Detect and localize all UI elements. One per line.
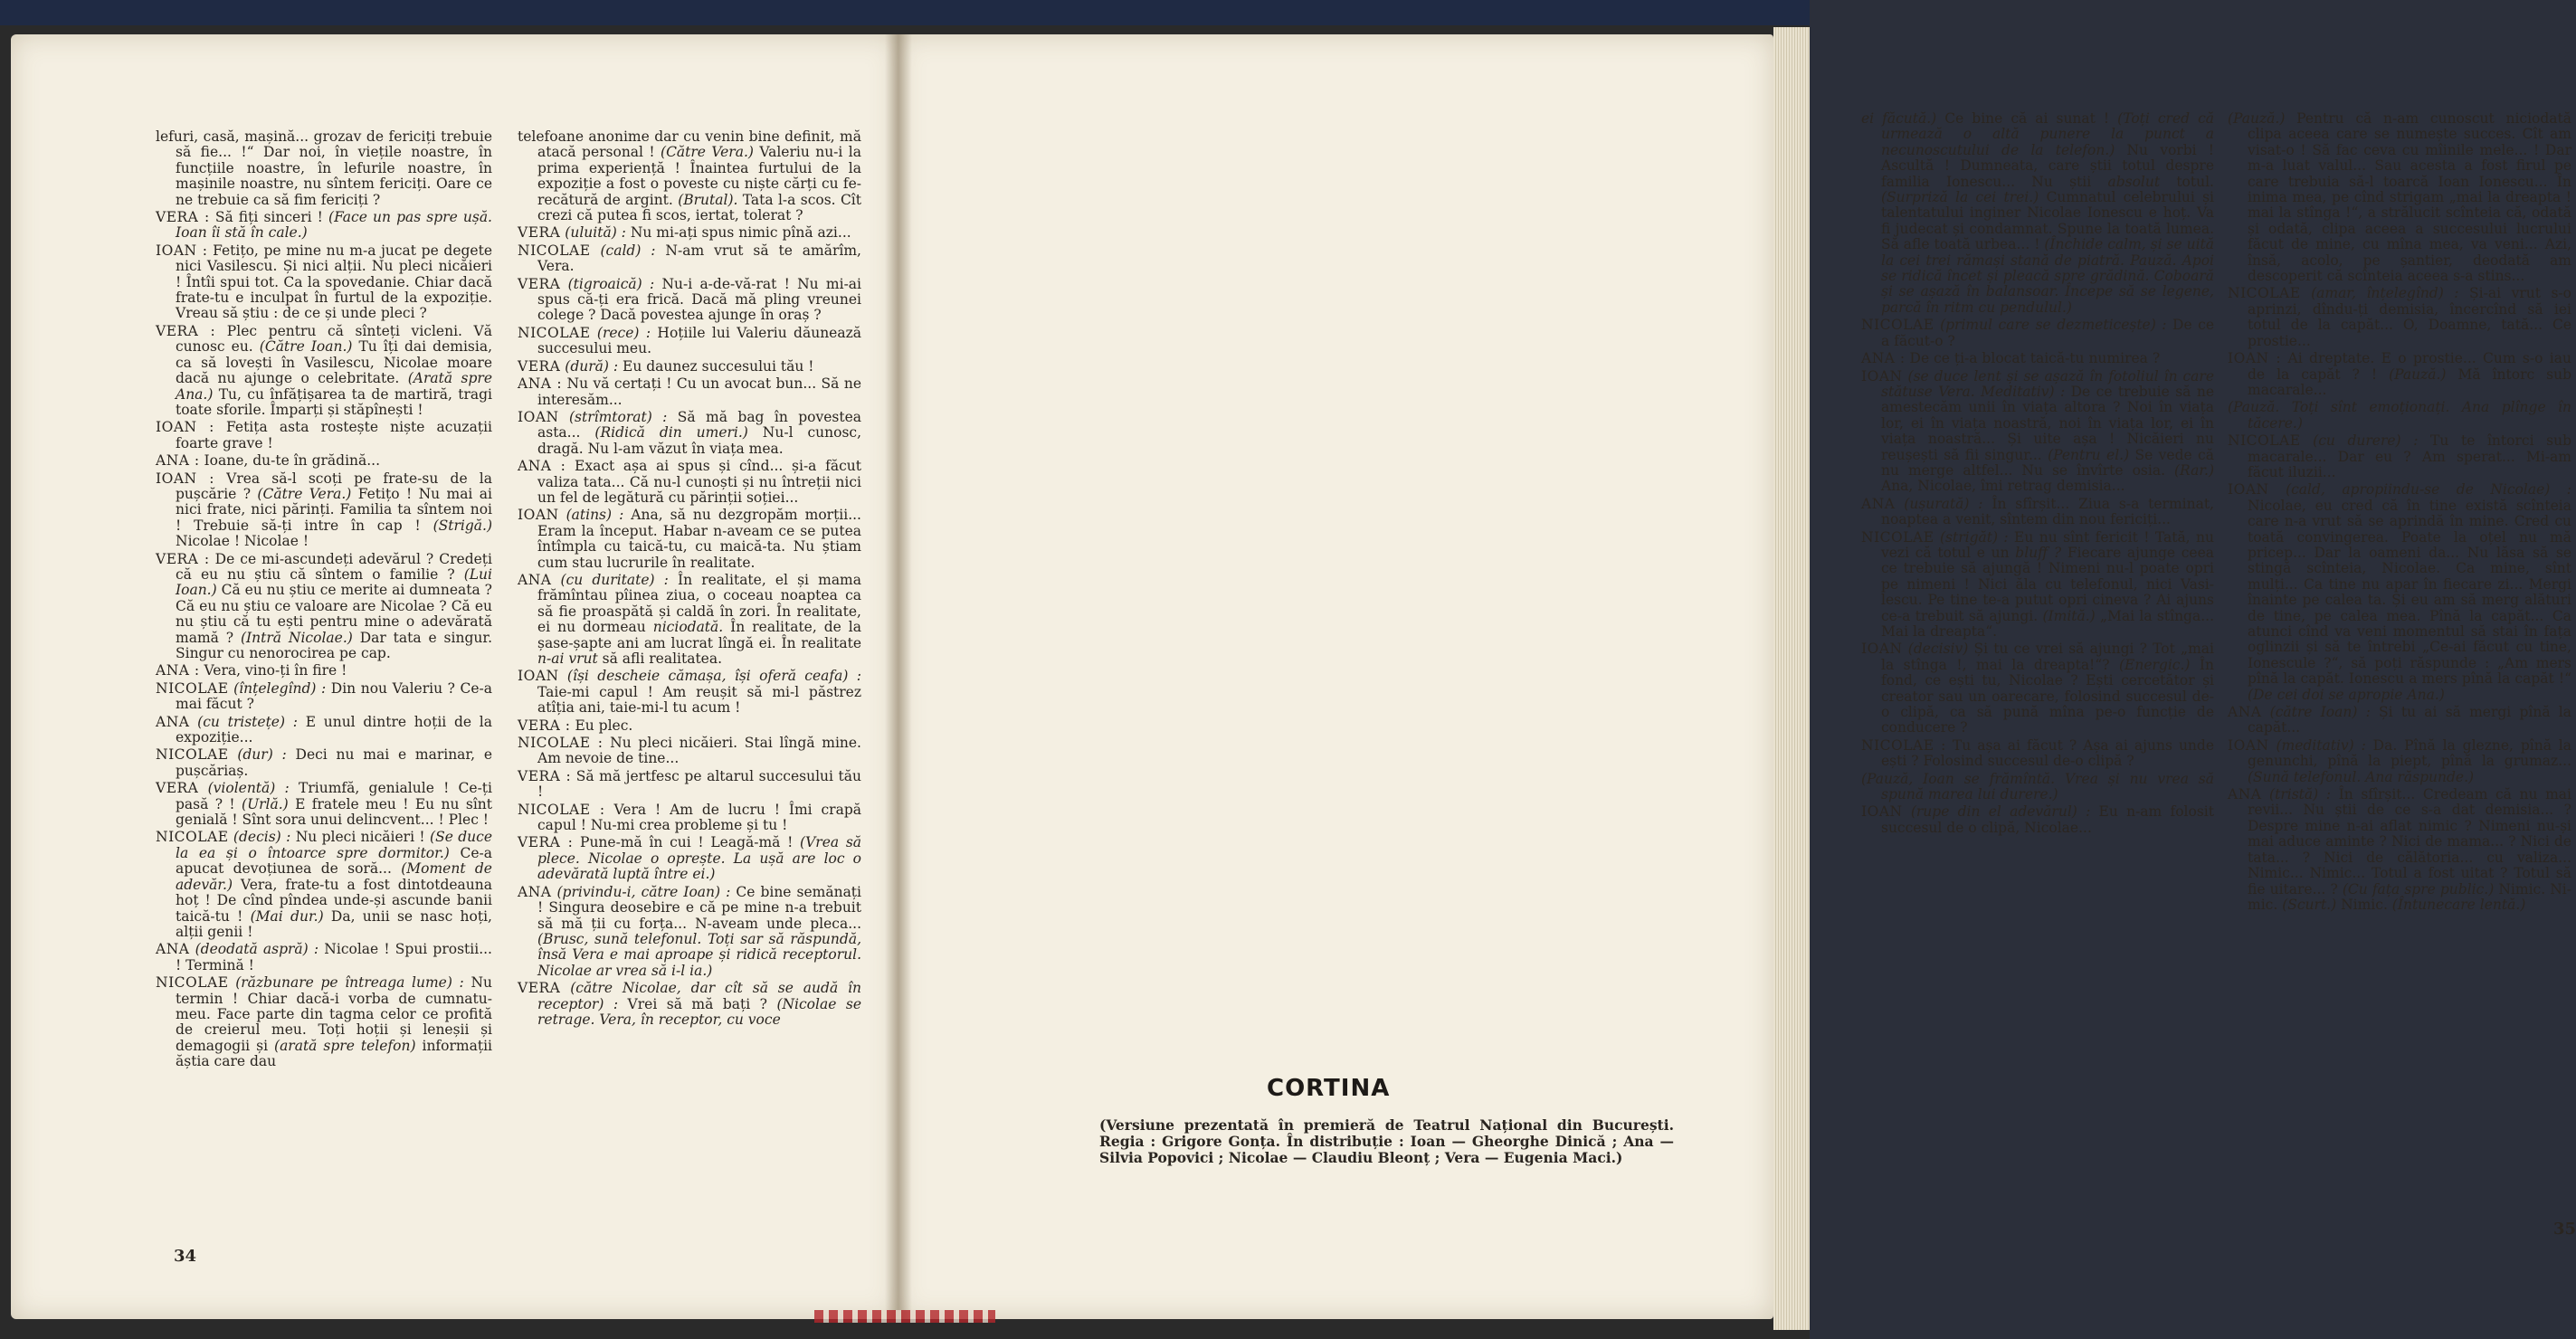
stage-direction: bluff ? bbox=[2015, 544, 2062, 561]
stage-direction: (Către Vera.) bbox=[661, 144, 754, 161]
speaker-name: NICOLAE bbox=[156, 679, 229, 697]
dialogue-line bbox=[518, 243, 861, 275]
stage-direction: (De cei doi se apropie Ana.) bbox=[2248, 686, 2445, 703]
dialogue-text: Fetițo, pe mine nu m-a jucat pe degete nici Vasilescu. Și nici alții. Nu pleci nicăieri ! Întîi spui tot. Ca la spovedanie. Chiar dacă frate-tu e inculpat în furtul de la expoziție. Vreau să știu : de ce și unde pleci ? bbox=[176, 242, 492, 322]
stage-direction: (Pauză.) bbox=[2228, 110, 2286, 127]
dialogue-line bbox=[518, 410, 861, 457]
dialogue-text: Nu pleci nicăieri. Stai lîngă mine. Am nevoie de tine... bbox=[537, 735, 861, 767]
dialogue-text: De ce mi-ascundeți adevărul ? Credeți că eu nu știu că sîntem o familie ? bbox=[176, 550, 492, 583]
dialogue-line bbox=[518, 359, 861, 375]
speaker-name: ANA bbox=[518, 883, 552, 900]
dialogue-text: Da, unii se nasc hoți, alții genii ! bbox=[176, 907, 492, 940]
stage-direction: (Strigă.) bbox=[433, 517, 492, 534]
speaker-name: ANA : bbox=[1861, 350, 1906, 367]
dialogue-text: telefoane anonime dar cu venin bine definit, mă atacă personal ! bbox=[518, 128, 861, 161]
stage-direction: (Întunecare lentă.) bbox=[2391, 896, 2526, 913]
stage-direction: (Pauză, Ioan se frămîntă. Vrea și nu vrea să spună marea lui durere.) bbox=[1861, 770, 2214, 803]
speaker-name: NICOLAE bbox=[156, 746, 229, 764]
dialogue-line bbox=[1861, 111, 2214, 316]
stage-direction: (Scurt.) bbox=[2282, 896, 2337, 913]
binding-ribbon bbox=[814, 1310, 995, 1323]
speaker-name: NICOLAE bbox=[518, 324, 591, 341]
stage-direction: (Pentru el.) bbox=[2048, 446, 2130, 463]
dialogue-line bbox=[2228, 400, 2571, 432]
stage-direction: (deodată aspră) : bbox=[189, 941, 319, 958]
speaker-name: IOAN bbox=[518, 408, 559, 425]
stage-direction: (se duce lent și se așază în fotoliul în care stătuse Vera. Meditativ) : bbox=[1881, 367, 2214, 400]
dialogue-text: Tu așa ai făcut ? Așa ai ajuns unde ești ? Folosind succesul de-o clipă ? bbox=[1881, 736, 2215, 770]
dialogue-text: să afli realitatea. bbox=[597, 651, 723, 667]
dialogue-line bbox=[518, 129, 861, 223]
dialogue-line bbox=[156, 129, 492, 208]
dialogue-line bbox=[1861, 497, 2214, 528]
stage-direction: (primul care se dezmeticește) : bbox=[1934, 317, 2167, 334]
dialogue-line bbox=[1861, 641, 2214, 736]
dialogue-text: Tu te întorci sub macarale... Dar eu ? Am sperat... Mi-am făcut iluzii... bbox=[2248, 432, 2571, 480]
stage-direction: absolut bbox=[2107, 173, 2161, 190]
dialogue-text: Valeriu nu-i la prima experiență ! Înaintea furtului de la expoziție a fost o poveste cu niște cărți cu ferecătură de argint. bbox=[537, 144, 861, 208]
page-number-right: 35 bbox=[2553, 1220, 2576, 1239]
speaker-name: IOAN : bbox=[156, 470, 214, 487]
dialogue-text: Vera ! Am de lucru ! Îmi crapă capul ! Nu-mi crea probleme și tu ! bbox=[537, 801, 861, 834]
dialogue-text: Nicolae ! Nicolae ! bbox=[176, 533, 309, 550]
page-stack-edge bbox=[1773, 27, 1810, 1330]
speaker-name: ANA bbox=[1861, 495, 1896, 512]
left-column-2 bbox=[518, 129, 861, 1030]
stage-direction: (dură) : bbox=[560, 357, 619, 375]
speaker-name: NICOLAE bbox=[2228, 285, 2301, 302]
stage-direction: (Intră Nicolae.) bbox=[240, 629, 353, 646]
dialogue-text: Nu-i a-de-vă-rat ! Nu mi-ai spus că-ți era frică. Dacă mă pling vreunei colege ? Dacă povestea ajunge în oraș ? bbox=[537, 275, 862, 324]
speaker-name: IOAN : bbox=[2228, 350, 2282, 367]
dialogue-line bbox=[156, 243, 492, 322]
dialogue-text: Să fiți sinceri ! bbox=[209, 209, 329, 226]
speaker-name: NICOLAE bbox=[518, 242, 591, 259]
speaker-name: IOAN bbox=[518, 668, 559, 685]
dialogue-line bbox=[2228, 738, 2571, 785]
stage-direction: (către Ioan) : bbox=[2261, 704, 2371, 721]
stage-direction: (privindu-i, către Ioan) : bbox=[551, 883, 731, 900]
stage-direction: (Către Ioan.) bbox=[259, 338, 353, 356]
speaker-name: VERA : bbox=[518, 834, 574, 851]
dialogue-line bbox=[518, 802, 861, 834]
dialogue-text: E unul dintre hoții de la expoziție... bbox=[176, 713, 492, 746]
speaker-name: VERA bbox=[518, 357, 561, 375]
dialogue-text: Tata l-a scos. Cît crezi că putea fi scos, iertat, tolerat ? bbox=[537, 191, 861, 224]
stage-direction: (Energic.) bbox=[2118, 656, 2191, 673]
dialogue-line bbox=[518, 573, 861, 667]
stage-direction: (tigroaică) : bbox=[560, 275, 655, 292]
dialogue-text: Fetițo ! Nu mai ai nici frate, nici părinți. Familia ta sîntem noi ! Trebuie să-ți intre în cap ! bbox=[176, 485, 492, 534]
stage-direction: (Pauză.) bbox=[2389, 366, 2447, 383]
dialogue-line bbox=[156, 324, 492, 418]
speaker-name: ANA : bbox=[156, 452, 200, 470]
dialogue-text: Hoțiile lui Valeriu dăunează succesului meu. bbox=[537, 324, 862, 357]
stage-direction: (tristă) : bbox=[2261, 786, 2332, 803]
stage-direction: (Ridică din umeri.) bbox=[594, 424, 748, 442]
dialogue-text: Că eu nu știu ce merite ai dumneata ? Că eu nu știu ce valoare are Nicolae ? Că eu nu știu că tu ești pentru mine o adevărată mamă ? bbox=[176, 582, 492, 646]
dialogue-line bbox=[156, 552, 492, 662]
dialogue-line bbox=[1861, 738, 2214, 770]
dialogue-text: Eu nu sînt fericit ! Tată, nu vezi că totul e un bbox=[1881, 528, 2214, 561]
speaker-name: ANA : bbox=[156, 662, 200, 679]
speaker-name: ANA bbox=[518, 571, 552, 588]
dialogue-text: E fratele meu ! Eu nu sînt genială ! Sînt sora unui delincvent... ! Plec ! bbox=[176, 795, 492, 829]
stage-direction: (Pauză. Toți sînt emoționați. Ana plînge în tăcere.) bbox=[2228, 399, 2571, 432]
dialogue-text: Și tu ce vrei să ajungi ? Tot „mai la stînga !, mai la dreapta!“? bbox=[1881, 641, 2214, 673]
dialogue-line bbox=[518, 835, 861, 882]
dialogue-text: Vera, frate-tu a fost dintotdeauna hoț ! De cînd pîndea unde-și ascunde banii taică-tu ! bbox=[176, 876, 492, 925]
dialogue-line bbox=[518, 277, 861, 324]
stage-direction: (Rar.) bbox=[2174, 461, 2214, 479]
dialogue-text: Fiecare ajunge ceea ce trebuie să ajungă ! Nimeni nu-l poate opri pe nimeni ! Nici ăla cu telefonul, nici Vasilescu. Pe tine te-a putut opri cineva ? Ai ajuns ce-a trebuit să ajungi. bbox=[1881, 544, 2214, 624]
left-page bbox=[11, 34, 898, 1319]
stage-direction: (Sună telefonul. Ana răspunde.) bbox=[2248, 768, 2475, 785]
speaker-name: NICOLAE bbox=[2228, 432, 2301, 450]
stage-direction: (arată spre telefon) bbox=[274, 1037, 416, 1054]
dialogue-line bbox=[1861, 318, 2214, 349]
dialogue-text: Ce bine semănați ! Singura deosebire e că pe mine n-a trebuit să mă ții cu forța... N-aveam unde pleca... bbox=[537, 883, 861, 932]
stage-direction: (Brusc, sună telefonul. Toți sar să răspundă, însă Vera e mai aproape și ridică receptorul. Nicolae ar vrea să i-l ia.) bbox=[537, 930, 861, 979]
stage-direction: (rupe din el adevărul) : bbox=[1902, 803, 2091, 821]
stage-direction: (cald) : bbox=[590, 242, 656, 259]
dialogue-text: Taie-mi capul ! Am reușit să mi-l păstrez atîția ani, taie-mi-l tu acum ! bbox=[537, 683, 861, 717]
dialogue-line bbox=[156, 453, 492, 469]
dialogue-line bbox=[518, 376, 861, 408]
dialogue-text: Din nou Valeriu ? Ce-a mai făcut ? bbox=[176, 679, 492, 713]
dialogue-line bbox=[518, 736, 861, 767]
dialogue-text: Vrei să mă bați ? bbox=[618, 995, 777, 1012]
stage-direction: (Către Vera.) bbox=[257, 485, 352, 502]
speaker-name: IOAN bbox=[2228, 481, 2269, 499]
dialogue-line bbox=[156, 471, 492, 550]
dialogue-line bbox=[2228, 351, 2571, 398]
speaker-name: VERA bbox=[518, 224, 561, 242]
stage-direction: (Mai dur.) bbox=[250, 907, 324, 925]
dialogue-text: Vera, vino-ți în fire ! bbox=[199, 662, 347, 679]
stage-direction: (cu duritate) : bbox=[551, 571, 669, 588]
dialogue-line bbox=[2228, 787, 2571, 913]
dialogue-text: Nu vă certați ! Cu un avocat bun... Să ne interesăm... bbox=[537, 375, 861, 408]
dialogue-line bbox=[518, 981, 861, 1028]
stage-direction: (își descheie cămașa, își oferă ceafa) : bbox=[558, 668, 861, 685]
dialogue-text: În realitate, el și mama frămîntau pîinea ziua, o coceau noaptea ca să fie proaspătă și caldă în zori. În realitate, ei nu dormeau bbox=[537, 571, 862, 636]
dialogue-line bbox=[156, 663, 492, 679]
speaker-name: ANA : bbox=[518, 458, 566, 475]
speaker-name: ANA bbox=[156, 713, 190, 730]
speaker-name: VERA : bbox=[156, 550, 210, 567]
stage-direction: (strîmtorat) : bbox=[558, 408, 668, 425]
cortina-heading: CORTINA bbox=[1267, 1075, 1391, 1102]
left-column-1 bbox=[156, 129, 492, 1072]
dialogue-text: În sfîrșit... Ziua s-a terminat, noaptea a venit, sîntem din nou fericiți... bbox=[1881, 495, 2215, 528]
dialogue-text: lefuri, casă, mașină... grozav de fericiți trebuie să fie... !“ Dar noi, în viețile noastre, în funcțiile noastre, în lefurile noastre, în mașinile noastre, nu sîntem fericiți. Oare ce ne trebuie ca să fim fericiți ? bbox=[156, 128, 492, 208]
dialogue-text: Plec pentru că sînteți vicleni. Vă cunosc eu. bbox=[176, 322, 492, 356]
speaker-name: NICOLAE bbox=[156, 829, 229, 846]
speaker-name: NICOLAE : bbox=[518, 735, 604, 752]
dialogue-line bbox=[2228, 286, 2571, 349]
dialogue-text: Eu n-am folosit succesul de o clipă, Nicolae... bbox=[1881, 803, 2214, 836]
stage-direction: (Cu fața spre public.) bbox=[2342, 880, 2495, 897]
stage-direction: n-ai vrut bbox=[537, 651, 598, 667]
dialogue-text: „Mai la stînga... Mai la dreapta“. bbox=[1881, 607, 2214, 640]
dialogue-line bbox=[2228, 705, 2571, 736]
dialogue-text: Vrea să-l scoți pe frate-su de la pușcărie ? bbox=[176, 470, 492, 502]
speaker-name: NICOLAE : bbox=[518, 801, 605, 818]
dialogue-text: Tu, cu înfățișarea ta de martiră, tragi toate sforile. Împarți și stăpînești ! bbox=[176, 385, 492, 418]
stage-direction: (cu durere) : bbox=[2300, 432, 2419, 450]
dialogue-text: totul. bbox=[2160, 173, 2214, 190]
dialogue-text: Exact așa ai spus și cînd... și-a făcut valiza tata... Că nu-l cunoști și nu întreții nici un fel de legătură cu părinții soției... bbox=[537, 458, 861, 506]
dialogue-line bbox=[1861, 530, 2214, 641]
dialogue-text: Nu vorbi ! Ascultă ! Dumneata, care știi totul despre familia Ionescu... Nu știi bbox=[1881, 141, 2214, 190]
stage-direction: (Toți cred că urmează o altă punere la punct a necunoscutului de la telefon.) bbox=[1881, 110, 2214, 158]
dialogue-line bbox=[156, 942, 492, 973]
dialogue-text: Ce-a apucat devoțiunea de soră... bbox=[176, 844, 492, 878]
dialogue-line bbox=[518, 885, 861, 979]
stage-direction: (rece) : bbox=[590, 324, 651, 341]
speaker-name: IOAN : bbox=[156, 242, 208, 259]
dialogue-line bbox=[1861, 804, 2214, 836]
speaker-name: VERA : bbox=[518, 717, 571, 734]
dialogue-text: Ana, Nicolae, îmi retrag demisia... bbox=[1881, 478, 2125, 495]
stage-direction: (strigăt) : bbox=[1934, 528, 2009, 546]
dialogue-text: informații ăștia care dau bbox=[176, 1037, 492, 1070]
dialogue-text: Tu îți dai demisia, ca să lovești în Vasilescu, Nicolae moare dacă nu ajunge o celebritate. bbox=[176, 338, 492, 387]
dialogue-text: Și-ai vrut s-o aprinzi, dîndu-ți demisia, încercînd să iei totul de la capăt... O, Doamne, tată... Ce prostie... bbox=[2248, 285, 2571, 349]
dialogue-text: Se vede că nu merge altfel... Nu se învîrte osia. bbox=[1881, 446, 2214, 479]
speaker-name: ANA bbox=[2228, 786, 2262, 803]
dialogue-text: Pune-mă în cui ! Leagă-mă ! bbox=[573, 834, 801, 851]
stage-direction: (răzbunare pe întreaga lume) : bbox=[228, 974, 464, 992]
stage-direction: niciodată. bbox=[652, 619, 724, 636]
dialogue-line bbox=[518, 508, 861, 571]
dialogue-text: Nu mi-ați spus nimic pînă azi... bbox=[625, 224, 851, 242]
dialogue-text: Să mă bag în povestea asta... bbox=[537, 408, 861, 442]
dialogue-line bbox=[156, 830, 492, 940]
stage-direction: (decisiv) bbox=[1902, 641, 1969, 658]
dialogue-line bbox=[156, 715, 492, 746]
stage-direction: (Nicolae se retrage. Vera, în receptor, cu voce bbox=[537, 995, 861, 1028]
dialogue-text: Eu plec. bbox=[570, 717, 633, 734]
dialogue-text: În realitate, de la șase-șapte ani am lucrat lîngă ei. În realitate bbox=[537, 619, 861, 651]
stage-direction: (înțelegînd) : bbox=[228, 679, 327, 697]
stage-direction: (violentă) : bbox=[198, 780, 290, 797]
dialogue-line bbox=[2228, 111, 2571, 284]
dialogue-line bbox=[1861, 351, 2214, 366]
dialogue-line bbox=[518, 718, 861, 734]
stage-direction: (amar, înțelegînd) : bbox=[2300, 285, 2459, 302]
dialogue-text: De ce ți-a blocat taică-tu numirea ? bbox=[1905, 350, 2161, 367]
dialogue-text: Să mă jertfesc pe altarul succesului tău ! bbox=[537, 767, 861, 801]
stage-direction: (dur) : bbox=[228, 746, 287, 764]
dialogue-text: Nicolae ! Spui prostii... ! Termină ! bbox=[176, 941, 492, 973]
stage-direction: (decis) : bbox=[228, 829, 291, 846]
stage-direction: (cu tristețe) : bbox=[189, 713, 298, 730]
dialogue-line bbox=[2228, 482, 2571, 703]
dialogue-text: Mă întorc sub macarale... bbox=[2248, 366, 2572, 398]
stage-direction: (Vrea să plece. Nicolae o oprește. La ușă are loc o adevărată luptă între ei.) bbox=[537, 834, 862, 883]
dialogue-line bbox=[156, 747, 492, 779]
speaker-name: VERA bbox=[156, 780, 199, 797]
speaker-name: VERA : bbox=[156, 209, 210, 226]
stage-direction: (Brutal). bbox=[678, 191, 738, 208]
speaker-name: IOAN bbox=[1861, 641, 1903, 658]
dialogue-line bbox=[518, 326, 861, 357]
dialogue-text: Dar tata e singur. Singur cu nenorocirea pe cap. bbox=[176, 629, 492, 661]
speaker-name: VERA bbox=[518, 275, 561, 292]
dialogue-line bbox=[156, 681, 492, 713]
stage-direction: (uluită) : bbox=[560, 224, 626, 242]
dialogue-text: Ce bine că ai sunat ! bbox=[1936, 110, 2118, 127]
speaker-name: VERA : bbox=[156, 322, 216, 339]
dialogue-text: N-am vrut să te amărîm, Vera. bbox=[537, 242, 861, 275]
stage-direction: (cald, apropiindu-se de Nicolae) : bbox=[2268, 481, 2571, 499]
speaker-name: ANA bbox=[156, 941, 190, 958]
stage-direction: (Se duce la ea și o întoarce spre dormitor.) bbox=[176, 829, 493, 861]
speaker-name: IOAN bbox=[518, 507, 559, 524]
dialogue-line bbox=[518, 459, 861, 506]
dialogue-line bbox=[156, 210, 492, 242]
page-number-left: 34 bbox=[174, 1247, 197, 1266]
dialogue-text: Da. Pînă la glezne, pînă la genunchi, pînă la piept, pînă la grumaz... bbox=[2248, 736, 2571, 770]
speaker-name: IOAN bbox=[2228, 736, 2269, 754]
stage-direction: (Închide calm, și se uită la cei trei rămași stană de piatră. Pauză. Apoi se ridică încet și pleacă spre grădină. Coboară și se așază în balansoar. Începe să se legene, parcă în ritm cu pendulul.) bbox=[1881, 236, 2214, 316]
stage-direction: (Surpriză la cei trei.) bbox=[1881, 189, 2039, 206]
speaker-name: ANA : bbox=[518, 375, 563, 393]
stage-direction: (Arată spre Ana.) bbox=[176, 370, 492, 403]
dialogue-text: Nicolae, eu cred că în tine există scînteia care n-a vrut să se aprindă în mine. Cred cu toată convingerea. Poate la oțel nu mă pricep... Dar la oameni da... Nu lăsa să se stingă scînteia, Nicolae. Ca mine, sînt mulți... Ca tine nu apar în fiecare zi... Mergi înainte pe calea ta. Și eu am să merg alături de tine, pe calea mea. Pînă la capăt... Ca atunci cînd va veni momentul să stai în fața oglinzii și să te întrebi „Ce-ai făcut cu tine, Ionescule ?“, să poți răspunde : „Am mers pînă la capăt. Ionescu a mers pînă la capăt !“ bbox=[2248, 497, 2571, 688]
stage-direction: (Urlă.) bbox=[242, 795, 289, 812]
dialogue-text: Cumnatul celebrului și talentatului inginer Nicolae Ionescu e hoț. Va fi judecat și condamnat. Spune la toată lumea. Să afle toată urbea... ! bbox=[1881, 189, 2214, 253]
dialogue-line bbox=[2228, 433, 2571, 480]
speaker-name: IOAN bbox=[1861, 803, 1903, 821]
dialogue-text: Nu-l cunosc, dragă. Nu l-am văzut în viața mea. bbox=[537, 424, 862, 457]
stage-direction: (ușurată) : bbox=[1895, 495, 1983, 512]
speaker-name: NICOLAE bbox=[1861, 528, 1934, 546]
production-credits: (Versiune prezentată în premieră de Teatrul Național din București. Regia : Grigore Gonța. În distribuție : Ioan — Gheorghe Dinică ; Ana — Silvia Popovici ; Nicolae — Claudiu Bleonț ; Vera — Eugenia Maci.) bbox=[1099, 1116, 1674, 1166]
speaker-name: IOAN bbox=[1861, 367, 1903, 385]
speaker-name: VERA : bbox=[518, 767, 572, 784]
dialogue-text: De ce a făcut-o ? bbox=[1881, 317, 2214, 349]
dialogue-text: Deci nu mai e marinar, e pușcăriaș. bbox=[176, 746, 492, 779]
speaker-name: NICOLAE bbox=[156, 974, 229, 992]
stage-direction: (meditativ) : bbox=[2268, 736, 2366, 754]
dialogue-text: Triumfă, genialule ! Ce-ți pasă ? ! bbox=[176, 780, 492, 812]
stage-direction: (Moment de adevăr.) bbox=[176, 860, 492, 893]
dialogue-text: Pentru că n-am cunoscut niciodată clipa aceea care se numește succes. Cît am visat-o ! Să fac ceva cu mîinile mele... ! Dar m-a luat valul... Sau acesta a fost firul pe care trebuia să-l toarcă Ioan Ionescu... În inima mea, pe cînd strigam „mai la dreapta ! mai la stînga !“, a strălucit scînteia că, odată și odată, clipa aceea a succesului lucrului făcut de mine, cu mîna mea, va veni... Azi, însă, acolo, pe șantier, deodată am descoperit că scînteia aceea s-a stins... bbox=[2248, 110, 2571, 285]
dialogue-line bbox=[518, 769, 861, 801]
dialogue-line bbox=[518, 225, 861, 241]
dialogue-text: Ana, să nu dezgropăm morții... Eram la început. Habar n-aveam ce se putea întîmpla cu taică-tu, cu maică-ta. Nu știam cum stau lucrurile în realitate. bbox=[537, 507, 861, 571]
dialogue-line bbox=[156, 975, 492, 1069]
dialogue-text: Nimic. Ni-mic. bbox=[2248, 880, 2571, 913]
dialogue-line bbox=[518, 669, 861, 716]
speaker-name: ANA bbox=[2228, 704, 2262, 721]
dialogue-text: Fetița asta rostește niște acuzații foarte grave ! bbox=[176, 419, 492, 451]
dialogue-text: În sfîrșit... Credeam că nu mai revii... Nu știi de ce s-a dat demisia... ? Despre mine n-ai aflat nimic ? Nimeni nu-și mai aduce aminte ? Nici de mama... ? Nici de tata... ? Nici de călătoria... cu valiza... Nimic... Nimic... Totul a fost uitat ? Totul să fie uitare... ? bbox=[2248, 786, 2571, 897]
dialogue-text: Eu daunez succesului tău ! bbox=[618, 357, 814, 375]
dialogue-line bbox=[1861, 369, 2214, 495]
stage-direction: (Lui Ioan.) bbox=[176, 565, 492, 599]
dialogue-text: Și tu ai să mergi pînă la capăt... bbox=[2248, 704, 2571, 736]
speaker-name: VERA bbox=[518, 980, 561, 997]
dialogue-text: Nimic. bbox=[2336, 896, 2392, 913]
dialogue-line bbox=[156, 781, 492, 828]
right-column-2 bbox=[2228, 111, 2571, 915]
dialogue-text: Ioane, du-te în grădină... bbox=[199, 452, 381, 470]
stage-direction: ei făcută.) bbox=[1861, 110, 1937, 127]
right-column-1 bbox=[1861, 111, 2214, 838]
book-gutter bbox=[885, 34, 912, 1319]
stage-direction: (către Nicolae, dar cît să se audă în receptor) : bbox=[537, 980, 861, 1012]
speaker-name: NICOLAE : bbox=[1861, 736, 1946, 754]
dialogue-text: De ce trebuie să ne amestecăm unii în viața altora ? Noi în viața lor, ei în viața noastră, noi în viața lor, ei în viața noastră... Și uite așa ! Nicăieri nu reușești să fii singur... bbox=[1881, 383, 2214, 463]
speaker-name: IOAN : bbox=[156, 419, 214, 436]
dialogue-text: Nu pleci nicăieri ! bbox=[290, 829, 431, 846]
stage-direction: (Imită.) bbox=[2042, 607, 2096, 624]
dialogue-text: În fond, ce ești tu, Nicolae ? Ești cercetător și creator sau un oarecare, folosind succesul de-o clipă, ca să pună mîna pe-o funcție de conducere ? bbox=[1881, 656, 2214, 736]
dialogue-text: Nu termin ! Chiar dacă-i vorba de cumnatu-meu. Face parte din tagma celor ce profită de creierul meu. Toți hoții și leneșii și demagogii și bbox=[176, 974, 492, 1054]
stage-direction: (Face un pas spre ușă. Ioan îi stă în cale.) bbox=[176, 209, 492, 242]
speaker-name: NICOLAE bbox=[1861, 317, 1934, 334]
dialogue-line bbox=[1861, 772, 2214, 803]
stage-direction: (atins) : bbox=[558, 507, 624, 524]
dialogue-text: Ai dreptate. E o prostie... Cum s-o iau de la capăt ? ! bbox=[2248, 350, 2571, 383]
dialogue-line bbox=[156, 420, 492, 451]
